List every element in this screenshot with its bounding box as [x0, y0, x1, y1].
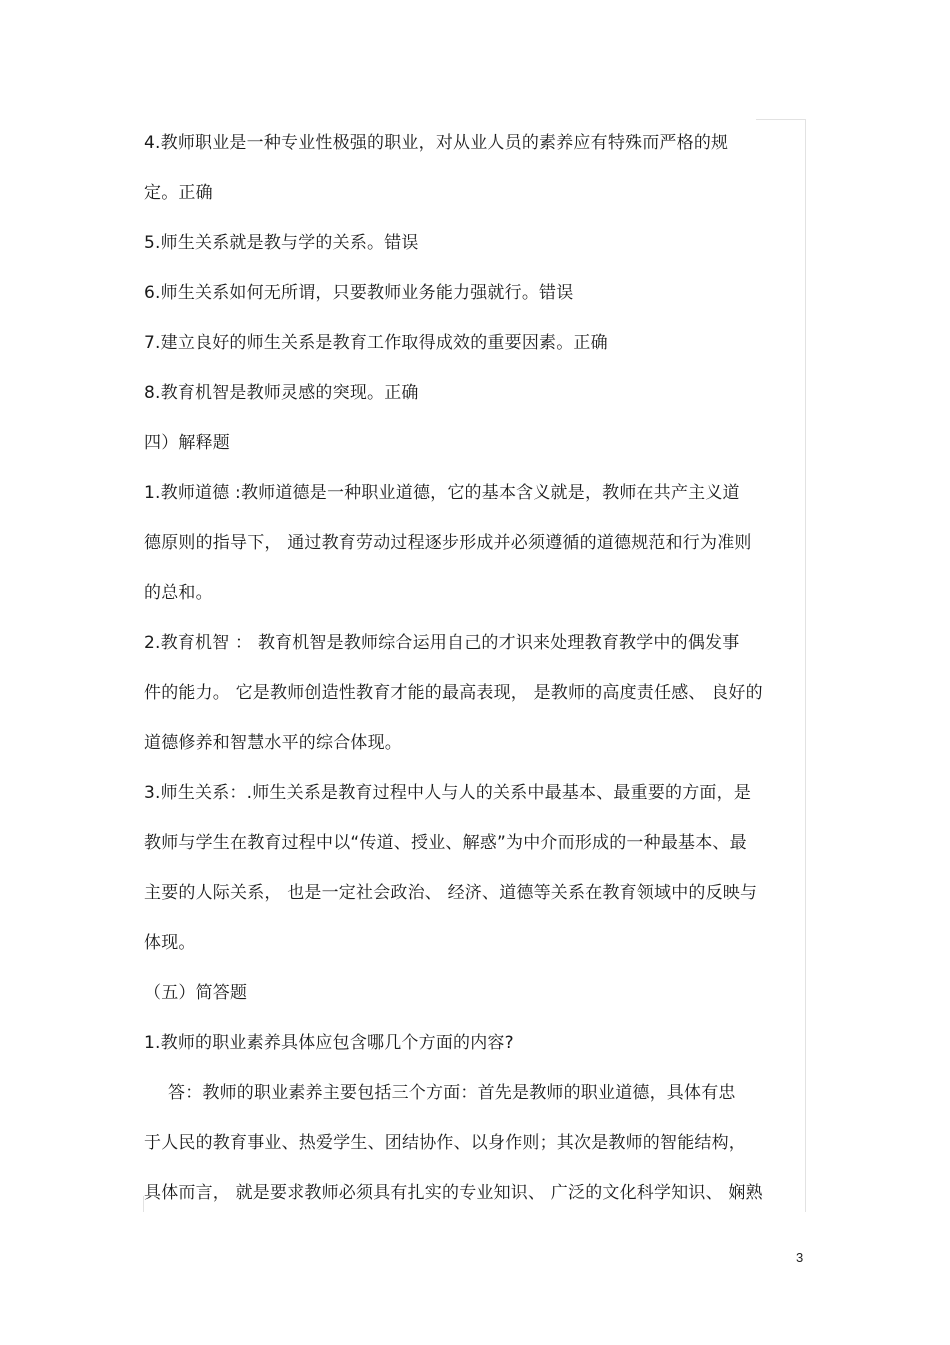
text-line: 4.教师职业是一种专业性极强的职业，对从业人员的素养应有特殊而严格的规: [144, 133, 729, 153]
page-number: 3: [796, 1250, 804, 1265]
text-line: 道德修养和智慧水平的综合体现。: [144, 733, 402, 753]
text-line: 教师与学生在教育过程中以“传道、授业、解惑”为中介而形成的一种最基本、最: [144, 833, 747, 853]
text-line: 定。正确: [144, 183, 213, 203]
text-line: 主要的人际关系， 也是一定社会政治、 经济、道德等关系在教育领域中的反映与: [144, 883, 758, 903]
text-line: 件的能力。 它是教师创造性教育才能的最高表现， 是教师的高度责任感、 良好的: [144, 683, 763, 703]
answer-line: 于人民的教育事业、热爱学生、团结协作、以身作则；其次是教师的智能结构，: [144, 1133, 746, 1153]
section-heading: （五）简答题: [144, 983, 248, 1003]
text-line: 的总和。: [144, 583, 213, 603]
text-line: 3.师生关系：.师生关系是教育过程中人与人的关系中最基本、最重要的方面，是: [144, 783, 752, 803]
text-line: 2.教育机智 ： 教育机智是教师综合运用自己的才识来处理教育教学中的偶发事: [144, 633, 740, 653]
text-line: 1.教师道德 :教师道德是一种职业道德，它的基本含义就是，教师在共产主义道: [144, 483, 740, 503]
answer-line: 具体而言， 就是要求教师必须具有扎实的专业知识、 广泛的文化科学知识、 娴熟: [144, 1183, 763, 1203]
text-line: 德原则的指导下， 通过教育劳动过程逐步形成并必须遵循的道德规范和行为准则: [144, 533, 752, 553]
question-line: 1.教师的职业素养具体应包含哪几个方面的内容?: [144, 1033, 514, 1053]
text-line: 6.师生关系如何无所谓，只要教师业务能力强就行。错误: [144, 283, 574, 303]
text-line: 8.教育机智是教师灵感的突现。正确: [144, 383, 419, 403]
section-heading: 四）解释题: [144, 433, 230, 453]
text-line: 7.建立良好的师生关系是教育工作取得成效的重要因素。正确: [144, 333, 608, 353]
answer-line: 答：教师的职业素养主要包括三个方面：首先是教师的职业道德，具体有忠: [168, 1083, 736, 1103]
frame-border-top: [756, 119, 806, 120]
text-line: 5.师生关系就是教与学的关系。错误: [144, 233, 419, 253]
text-line: 体现。: [144, 933, 196, 953]
document-body: [144, 124, 844, 1224]
